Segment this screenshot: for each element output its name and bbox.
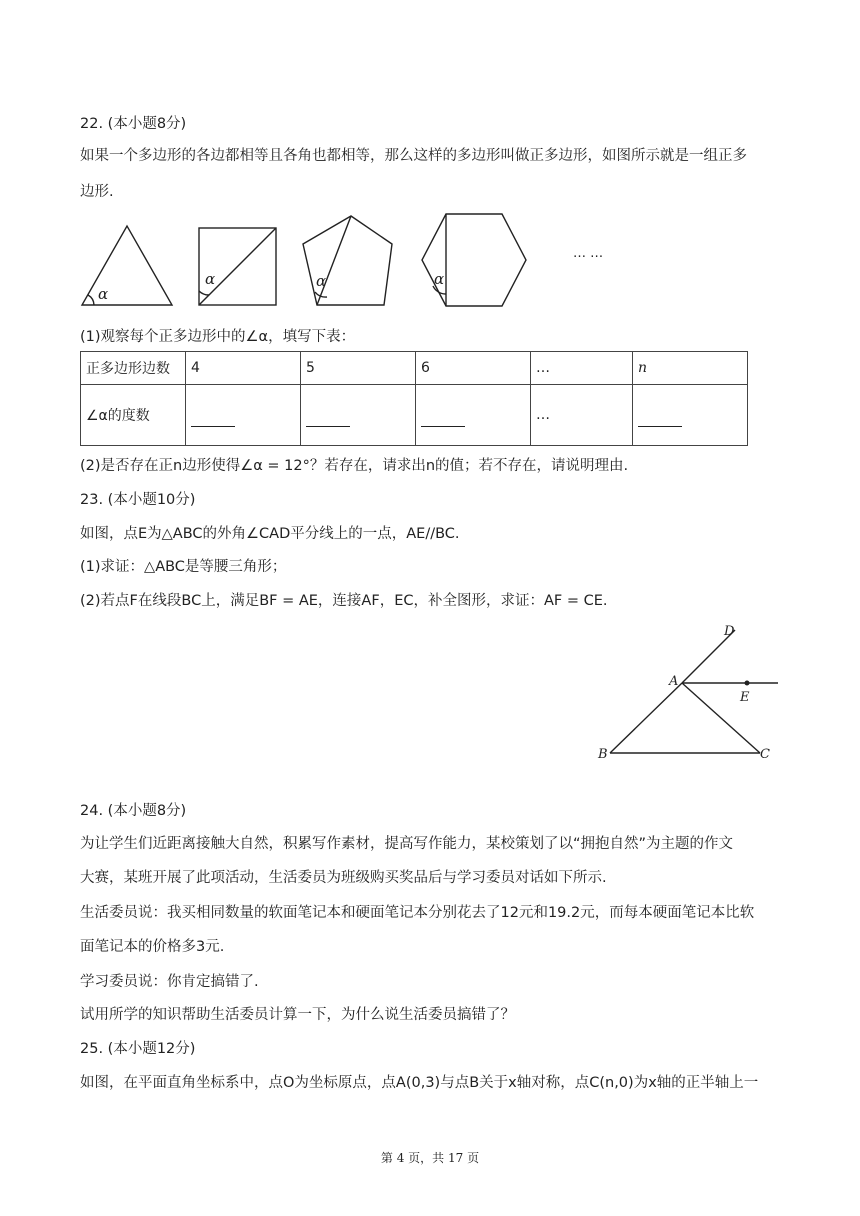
answer-blank: [306, 426, 350, 427]
table-cell: [633, 385, 748, 446]
polygon-figures: [70, 210, 630, 315]
table-cell: [301, 385, 416, 446]
q22-part2: (2)是否存在正n边形使得∠α = 12°？若存在，请求出n的值；若不存在，请说明理由.: [80, 458, 629, 474]
label-a: A: [669, 674, 679, 689]
table-cell: 5: [301, 352, 416, 385]
table-cell: [186, 385, 301, 446]
q25-line1: 如图，在平面直角坐标系中，点O为坐标原点，点A(0,3)与点B关于x轴对称，点C(n,0)为x轴的正半轴上一: [80, 1075, 759, 1091]
q23-header: 23. (本小题10分): [80, 492, 196, 508]
q22-intro-line2: 边形.: [80, 184, 114, 200]
alpha-label-hexagon: α: [434, 270, 445, 288]
table-cell: [416, 385, 531, 446]
q22-intro-line1: 如果一个多边形的各边都相等且各角也都相等，那么这样的多边形叫做正多边形，如图所示就是一组正多: [80, 148, 747, 164]
table-cell: ∠α的度数: [81, 385, 186, 446]
alpha-label-pentagon: α: [316, 272, 327, 290]
page-footer: 第 4 页，共 17 页: [380, 1151, 480, 1165]
table-cell: 6: [416, 352, 531, 385]
table-cell: …: [531, 352, 633, 385]
table-row: [81, 385, 748, 446]
answer-blank: [421, 426, 465, 427]
q25-header: 25. (本小题12分): [80, 1041, 196, 1057]
point-e: [745, 681, 750, 686]
pentagon-shape: [303, 216, 392, 305]
q22-header: 22. (本小题8分): [80, 116, 187, 132]
table-row: [81, 352, 748, 385]
label-c: C: [760, 747, 770, 762]
table-cell: 正多边形边数: [81, 352, 186, 385]
q24-line4: 面笔记本的价格多3元.: [80, 939, 225, 955]
q24-header: 24. (本小题8分): [80, 803, 187, 819]
table-cell: n: [633, 352, 748, 385]
q24-line3: 生活委员说：我买相同数量的软面笔记本和硬面笔记本分别花去了12元和19.2元，而每本硬面笔记本比软: [80, 905, 755, 921]
table-cell: 4: [186, 352, 301, 385]
alpha-label-triangle: α: [98, 285, 109, 303]
alpha-label-square: α: [205, 270, 216, 288]
triangle-abc-figure: [590, 615, 790, 775]
q24-line6: 试用所学的知识帮助生活委员计算一下，为什么说生活委员搞错了？: [80, 1007, 515, 1023]
q23-part1: (1)求证：△ABC是等腰三角形；: [80, 559, 287, 575]
angle-table: [80, 351, 748, 446]
label-d: D: [724, 624, 735, 639]
q23-part2: (2)若点F在线段BC上，满足BF = AE，连接AF，EC，补全图形，求证：AF = CE.: [80, 593, 608, 609]
table-cell: …: [531, 385, 633, 446]
q24-line1: 为让学生们近距离接触大自然，积累写作素材，提高写作能力，某校策划了以“拥抱自然”为主题的作文: [80, 836, 734, 852]
q24-line5: 学习委员说：你肯定搞错了.: [80, 974, 259, 990]
label-e: E: [740, 690, 750, 705]
polygon-ellipsis: … …: [573, 246, 604, 261]
q24-line2: 大赛，某班开展了此项活动，生活委员为班级购买奖品后与学习委员对话如下所示.: [80, 870, 607, 886]
answer-blank: [191, 426, 235, 427]
label-b: B: [598, 747, 608, 762]
q22-part1: (1)观察每个正多边形中的∠α，填写下表：: [80, 329, 356, 345]
q23-intro: 如图，点E为△ABC的外角∠CAD平分线上的一点，AE//BC.: [80, 526, 460, 542]
answer-blank: [638, 426, 682, 427]
triangle-shape: [82, 226, 172, 305]
